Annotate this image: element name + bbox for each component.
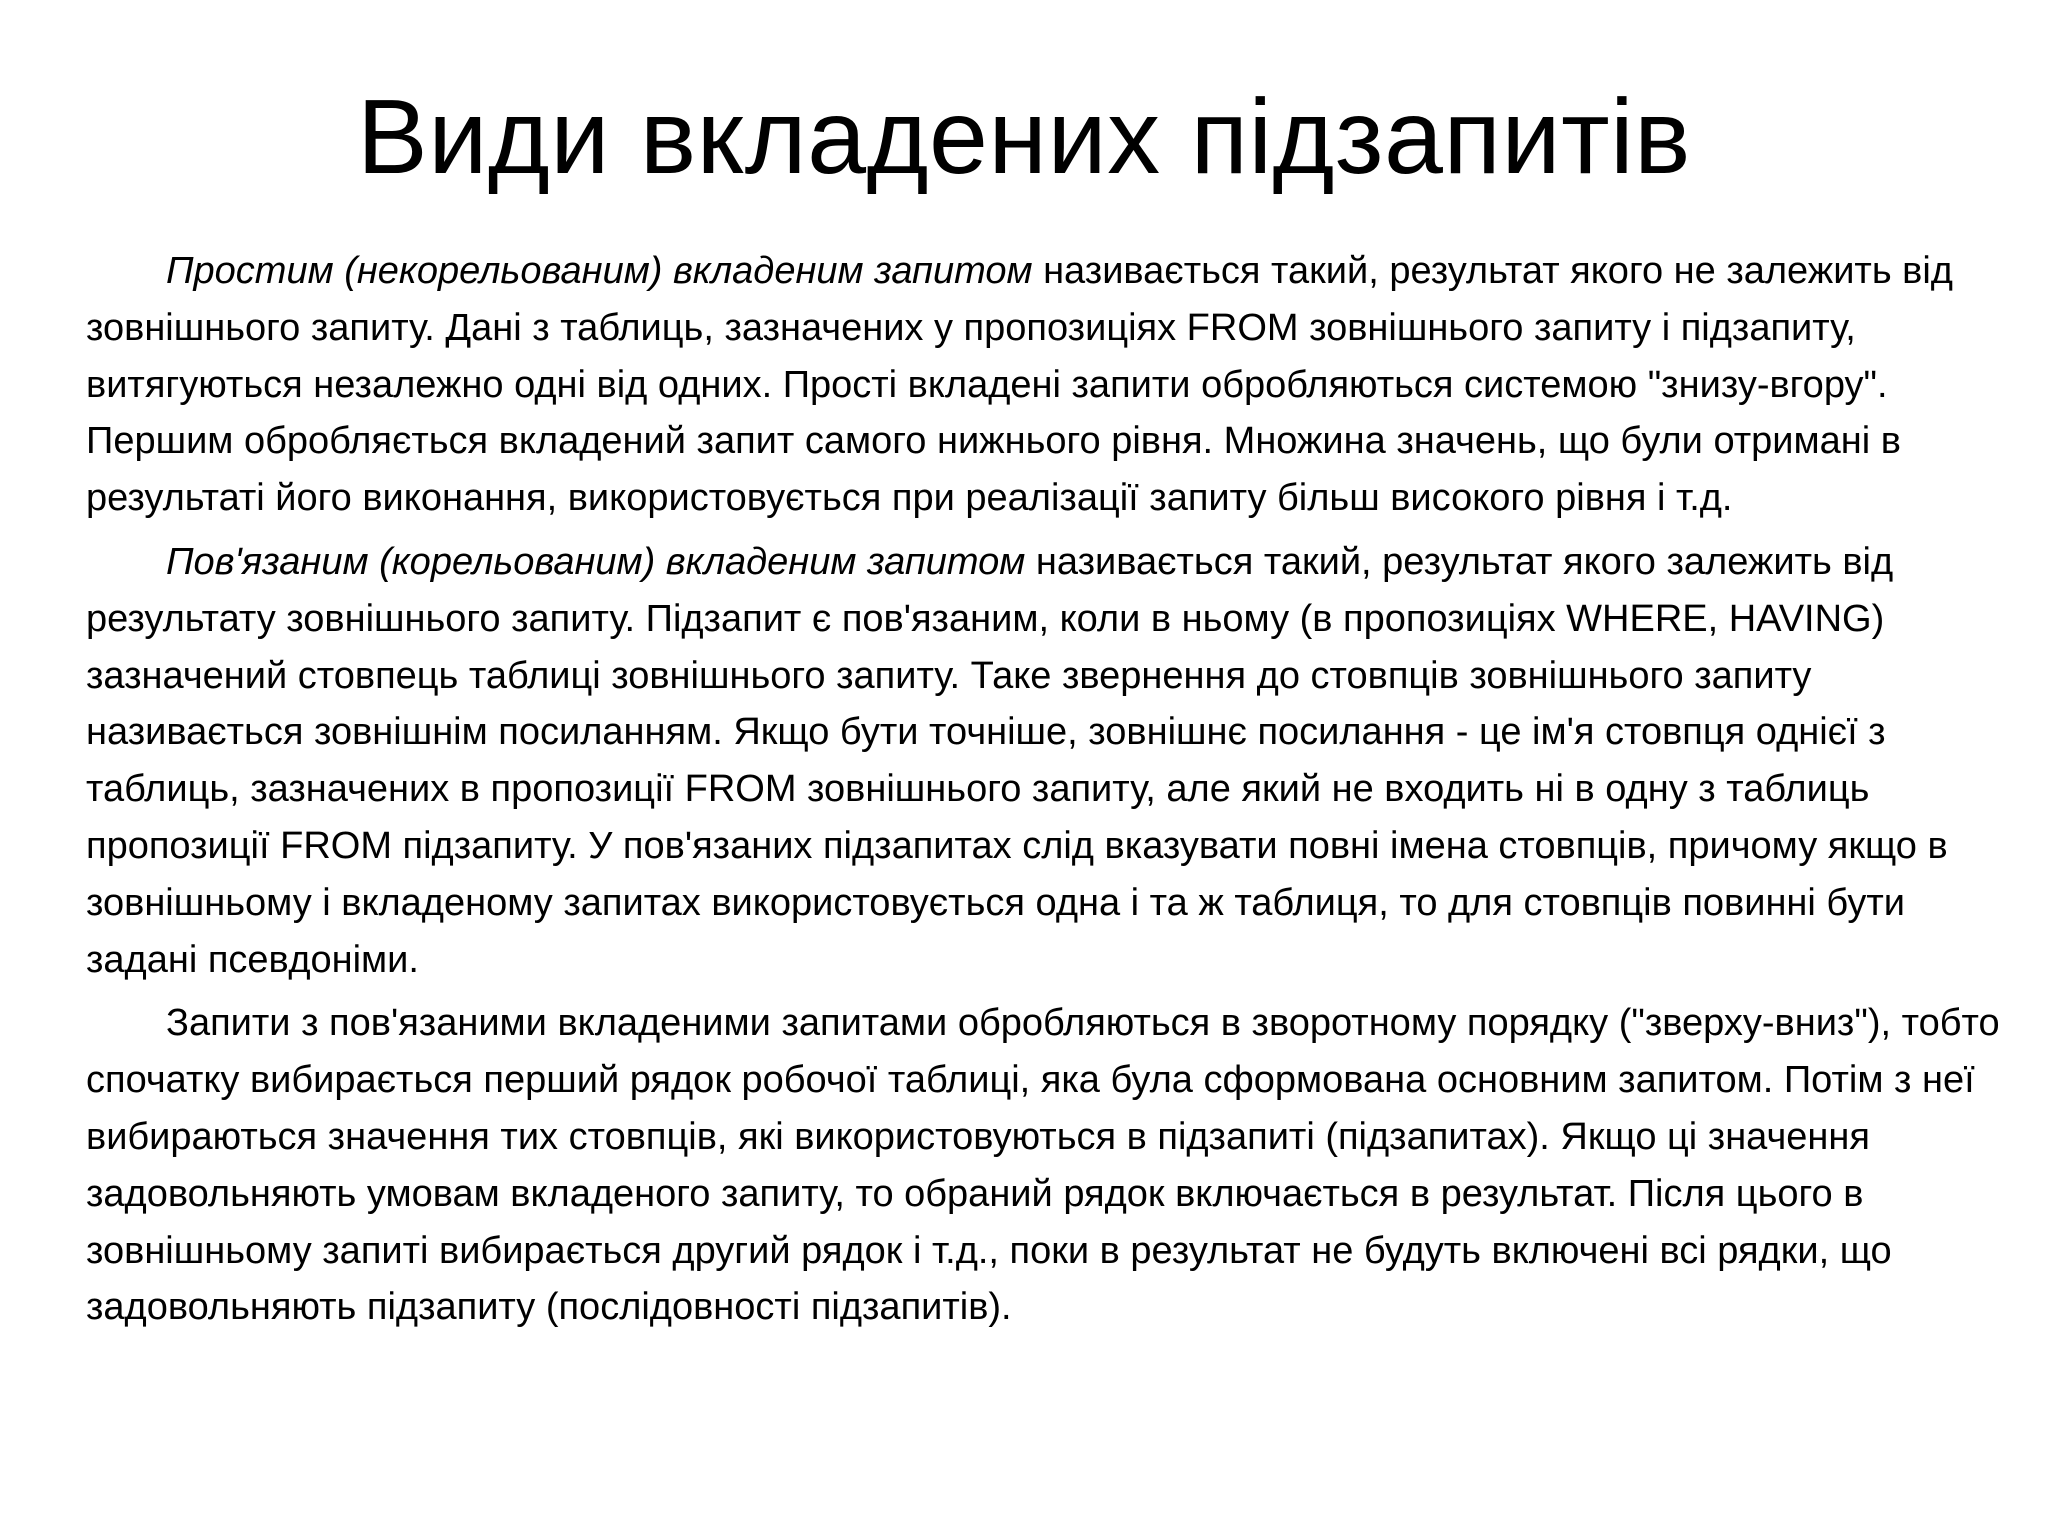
term-simple-subquery: Простим (некорельованим) вкладеним запитом: [166, 250, 1033, 292]
slide-title: Види вкладених підзапитів: [357, 78, 1691, 196]
paragraph-correlated-subquery: [86, 534, 2010, 988]
paragraph-correlated-subquery-text: називається такий, результат якого залежить від результату зовнішнього запиту. Підзапит є пов'язаним, коли в ньому (в пропозиціях WHERE, HAVING) зазначений стовпець таблиці зовнішнього запиту. Таке звернення до стовпців зовнішнього запиту називається зовнішнім посиланням. Якщо бути точніше, зовнішнє посилання - це ім'я стовпця однієї з таблиць, зазначених в пропозиції FROM зовнішнього запиту, але який не входить ні в одну з таблиць пропозиції FROM підзапиту. У пов'язаних підзапитах слід вказувати повні імена стовпців, причому якщо в зовнішньому і вкладеному запитах використовується одна і та ж таблиця, то для стовпців повинні бути задані псевдоніми.: [86, 540, 1948, 981]
paragraph-processing-order-text: Запити з пов'язаними вкладеними запитами обробляються в зворотному порядку ("зверху-вниз"), тобто спочатку вибирається перший рядок робочої таблиці, яка була сформована основним запитом. Потім з неї вибираються значення тих стовпців, які використовуються в підзапиті (підзапитах). Якщо ці значення задовольняють умовам вкладеного запиту, то обраний рядок включається в результат. Після цього в зовнішньому запиті вибирається другий рядок і т.д., поки в результат не будуть включені всі рядки, що задовольняють підзапиту (послідовності підзапитів).: [86, 1002, 2000, 1329]
slide-body: [86, 243, 2010, 1343]
paragraph-simple-subquery-text: називається такий, результат якого не залежить від зовнішнього запиту. Дані з таблиць, зазначених у пропозиціях FROM зовнішнього запиту і підзапиту, витягуються незалежно одні від одних. Прості вкладені запити обробляються системою "знизу-вгору". Першим обробляється вкладений запит самого нижнього рівня. Множина значень, що були отримані в результаті його виконання, використовується при реалізації запиту більш високого рівня і т.д.: [86, 250, 1953, 520]
paragraph-simple-subquery: [86, 243, 2010, 527]
paragraph-processing-order: [86, 995, 2010, 1336]
term-correlated-subquery: Пов'язаним (корельованим) вкладеним запитом: [166, 540, 1026, 583]
